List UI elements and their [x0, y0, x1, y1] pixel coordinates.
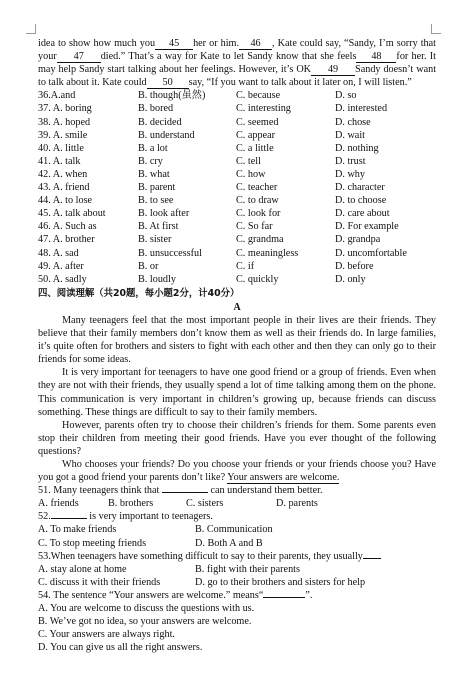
option-c: C. because — [236, 90, 281, 102]
option-row — [38, 181, 436, 194]
option-a: 40. A. little — [38, 142, 84, 154]
option-b: B. bored — [138, 103, 174, 115]
option-c: C. appear — [236, 129, 276, 141]
answer-blank — [263, 597, 305, 598]
option-b: B. At first — [138, 221, 179, 233]
option-b: B. a lot — [138, 142, 168, 154]
option-c: C. discuss it with their friends — [38, 576, 161, 588]
option-a: 39. A. smile — [38, 129, 88, 141]
option-row — [38, 142, 436, 155]
option-row — [38, 129, 436, 142]
option-d: D. character — [335, 182, 385, 194]
option-b: B. unsuccessful — [138, 247, 202, 259]
option-a: A. You are welcome to discuss the questions with us. — [38, 603, 255, 615]
option-d: D. grandpa — [335, 234, 381, 246]
cloze-text: for her. It may help Sandy start talking about her feelings. However, it’s — [38, 51, 437, 76]
option-d: D. care about — [335, 208, 390, 220]
option-a: 50. A. sadly — [38, 273, 87, 285]
option-d: D. chose — [335, 116, 371, 128]
option-c: C. sisters — [186, 498, 224, 510]
option-d: D. interested — [335, 103, 388, 115]
option-d: D. uncomfortable — [335, 247, 407, 259]
option-b: B. sister — [138, 234, 172, 246]
passage-paragraph-2: It is very important for teenagers to have one good friend or a group of friends. Even when they are not with their friends, they usually spend a lot of time talking among them on the phone. This communication is very important in children’s growing up, because friends can discuss something. These things are difficult to say to their family members. — [38, 367, 436, 418]
option-c: C. look for — [236, 208, 281, 220]
option-a: A. stay alone at home — [38, 563, 127, 575]
option-row — [38, 247, 436, 260]
option-d: D. parents — [276, 498, 318, 510]
passage-text: Who chooses your friends? Do you choose your friends or your friends choose you? Have you got a good friend your parents don’t like? — [38, 459, 436, 484]
option-b: B. look after — [138, 208, 190, 220]
option-c: C. Your answers are always right. — [38, 629, 175, 641]
option-d: D. why — [335, 168, 365, 180]
option-d: D. Both A and B — [195, 537, 263, 549]
section-heading: 四、阅读理解（共20题，每小题2分，计40分） — [38, 287, 240, 299]
cloze-text: OK — [296, 64, 312, 76]
option-c: C. interesting — [236, 103, 291, 115]
option-c: C. meaningless — [236, 247, 299, 259]
option-b: B. Communication — [195, 524, 273, 536]
cloze-text: Sandy doesn’t want to talk about it. Kate could — [38, 64, 437, 89]
option-d: D. go to their brothers and sisters for help — [195, 576, 366, 588]
question-stem: 54. The sentence “Your answers are welcome.” means“ ”. — [38, 589, 313, 601]
option-b: B. brothers — [108, 498, 154, 510]
option-row — [38, 116, 436, 129]
option-c: C. teacher — [236, 182, 278, 194]
option-a: 37. A. boring — [38, 103, 92, 115]
option-d: D. so — [335, 90, 357, 102]
cloze-passage-end — [38, 37, 436, 89]
option-b: B. though(虽然) — [138, 90, 206, 102]
blank-48: 48 — [356, 51, 396, 63]
cloze-text: her or him. — [193, 38, 240, 49]
option-d: D. only — [335, 273, 366, 285]
option-d: D. trust — [335, 155, 366, 167]
cloze-text: say, “If you — [188, 77, 236, 89]
option-b: B. fight with their parents — [195, 563, 300, 575]
option-b: B. We’ve got no idea, so your answers are welcome. — [38, 616, 252, 628]
answer-options — [38, 576, 436, 589]
option-b: B. parent — [138, 182, 176, 194]
answer-blank — [162, 492, 208, 493]
option-row — [38, 194, 436, 207]
option-d: D. before — [335, 260, 374, 272]
option-d: D. You can give us all the right answers. — [38, 642, 203, 654]
question-51 — [38, 484, 436, 510]
option-a: 36.A.and — [38, 90, 76, 102]
passage-letter: A — [233, 301, 241, 313]
question-stem: 51. Many teenagers think that can understand them better. — [38, 485, 323, 497]
option-c: C. seemed — [236, 116, 279, 128]
option-b: B. decided — [138, 116, 182, 128]
option-a: 49. A. after — [38, 260, 84, 272]
option-c: C. To stop meeting friends — [38, 537, 147, 549]
answer-blank — [51, 518, 87, 519]
cloze-text: , Kate could say, “Sandy, — [272, 38, 376, 49]
option-row — [38, 89, 436, 102]
question-stem: 53.When teenagers have something difficult to say to their parents, they usually — [38, 550, 436, 563]
option-c: C. grandma — [236, 234, 284, 246]
blank-46: 46 — [239, 38, 272, 50]
option-row — [38, 168, 436, 181]
question-54 — [38, 589, 436, 654]
answer-options — [38, 563, 436, 576]
option-row — [38, 102, 436, 115]
reading-passage — [38, 314, 436, 484]
question-stem: 52. is very important to teenagers. — [38, 511, 213, 523]
option-a: 41. A. talk — [38, 155, 81, 167]
blank-50: 50 — [147, 77, 189, 89]
option-a: A. friends — [38, 498, 79, 510]
option-a: 42. A. when — [38, 168, 88, 180]
corner-mark-left — [26, 24, 36, 34]
option-c: C. to draw — [236, 195, 279, 207]
cloze-text: feels — [337, 51, 357, 63]
option-row — [38, 233, 436, 246]
question-52 — [38, 510, 436, 549]
option-d: D. wait — [335, 129, 365, 141]
option-a: A. To make friends — [38, 524, 117, 536]
passage-paragraph-4 — [38, 458, 436, 484]
option-row — [38, 260, 436, 273]
option-b: B. understand — [138, 129, 195, 141]
option-c: C. So far — [236, 221, 273, 233]
option-c: C. tell — [236, 155, 261, 167]
option-c: C. a little — [236, 142, 274, 154]
answer-options — [38, 537, 436, 550]
option-d: D. nothing — [335, 142, 379, 154]
option-d: D. For example — [335, 221, 399, 233]
answer-blank — [363, 558, 381, 559]
option-a: 38. A. hoped — [38, 116, 91, 128]
option-b: B. or — [138, 260, 159, 272]
underlined-sentence: Your answers are welcome. — [227, 472, 340, 484]
option-b: B. what — [138, 168, 170, 180]
option-row — [38, 273, 436, 286]
option-a: 46. A. Such as — [38, 221, 97, 233]
option-row — [38, 207, 436, 220]
blank-47: 47 — [57, 51, 101, 63]
option-d: D. to choose — [335, 195, 387, 207]
cloze-paragraph — [38, 37, 436, 89]
option-a: 47. A. brother — [38, 234, 95, 246]
passage-paragraph-3: However, parents often try to choose their children’s friends for them. Some parents even stop their children from meeting their good friends. Have you ever thought of the following questions? — [38, 419, 436, 457]
option-a: 43. A. friend — [38, 182, 90, 194]
option-b: B. to see — [138, 195, 174, 207]
cloze-text: idea to show how much you — [38, 38, 156, 49]
option-b: B. loudly — [138, 273, 176, 285]
option-b: B. cry — [138, 155, 163, 167]
option-row — [38, 155, 436, 168]
answer-options — [38, 497, 436, 510]
option-row — [38, 220, 436, 233]
blank-45: 45 — [155, 38, 193, 50]
cloze-text: died.” That’s a way for Kate to let Sandy know that she — [100, 51, 334, 63]
question-53 — [38, 550, 436, 589]
option-c: C. how — [236, 168, 266, 180]
option-a: 48. A. sad — [38, 247, 79, 259]
blank-49: 49 — [311, 64, 355, 76]
answer-options — [38, 523, 436, 536]
option-a: 44. A. to lose — [38, 195, 93, 207]
option-c: C. quickly — [236, 273, 279, 285]
passage-paragraph-1: Many teenagers feel that the most important people in their lives are their friends. They believe that their family members don’t know them as well as their friends do. In large families, it’s quite often for brothers and sisters to fight with each other and then they can only go to their friends for some ideas. — [38, 314, 436, 366]
cloze-options — [38, 89, 436, 285]
exam-page — [38, 37, 436, 654]
option-a: 45. A. talk about — [38, 208, 106, 220]
option-c: C. if — [236, 260, 255, 272]
corner-mark-right — [431, 24, 441, 34]
cloze-text: I’m sorry that your — [38, 38, 436, 63]
cloze-text: want to talk about it later on, I will listen.” — [238, 77, 412, 89]
